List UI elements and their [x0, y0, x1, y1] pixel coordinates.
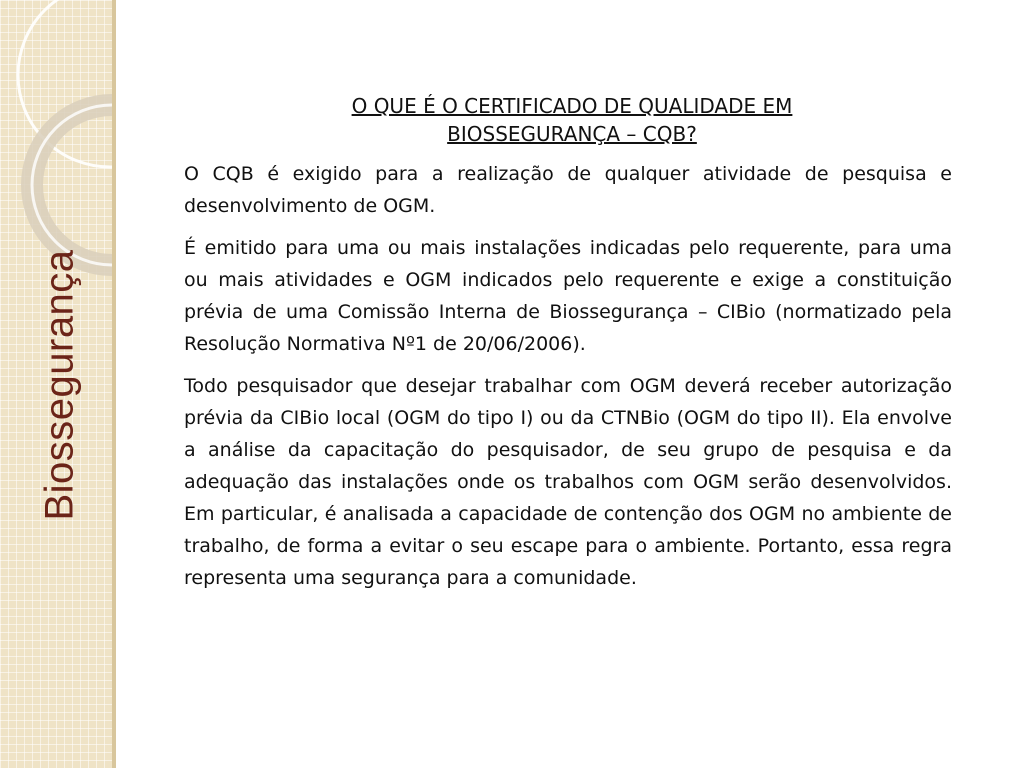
- slide-heading: [184, 92, 952, 148]
- paragraph-3: Todo pesquisador que desejar trabalhar com OGM deverá receber autorização prévia da CIBio local (OGM do tipo I) ou da CTNBio (OGM do tipo II). Ela envolve a análise da capacitação do pesquisador, de seu grupo de pesquisa e da adequação das instalações onde os trabalhos com OGM serão desenvolvidos. Em particular, é analisada a capacidade de contenção dos OGM no ambiente de trabalho, de forma a evitar o seu escape para o ambiente. Portanto, essa regra representa uma segurança para a comunidade.: [184, 375, 952, 589]
- sidebar-edge-divider: [112, 0, 116, 768]
- slide-content: [184, 92, 952, 604]
- sidebar-title: Biossegurança: [37, 249, 82, 521]
- paragraph-2: É emitido para uma ou mais instalações indicadas pelo requerente, para uma ou mais atividades e OGM indicados pelo requerente e exige a constituição prévia de uma Comissão Interna de Biossegurança – CIBio (normatizado pela Resolução Normativa Nº1 de 20/06/2006).: [184, 237, 952, 355]
- sidebar-panel: [0, 0, 112, 768]
- heading-line-1: O QUE É O CERTIFICADO DE QUALIDADE EM: [351, 94, 793, 118]
- heading-line-2: BIOSSEGURANÇA – CQB?: [447, 122, 697, 146]
- paragraph-1: O CQB é exigido para a realização de qualquer atividade de pesquisa e desenvolvimento de OGM.: [184, 163, 952, 217]
